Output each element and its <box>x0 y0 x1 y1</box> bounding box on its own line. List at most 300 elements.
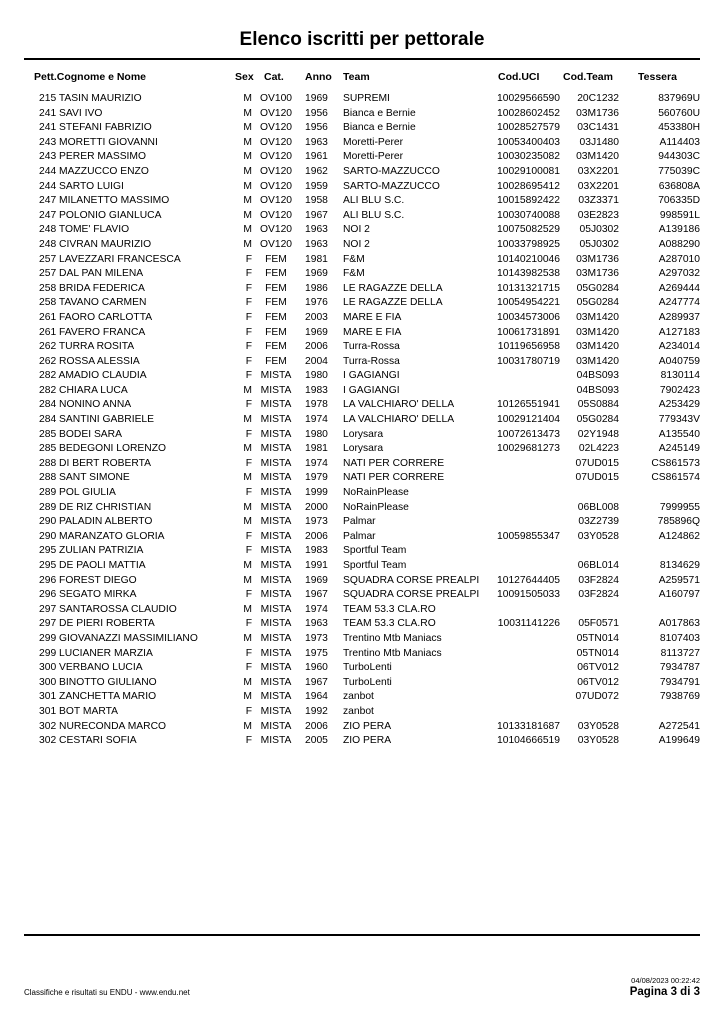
cell-team: Moretti-Perer <box>343 136 404 148</box>
cell-sex: F <box>245 268 252 280</box>
cell-cod-uci: 10091505033 <box>497 589 560 601</box>
cell-team: TEAM 53.3 CLA.RO <box>343 618 436 630</box>
cell-cod-uci: 10031780719 <box>497 355 560 367</box>
table-row <box>0 603 724 618</box>
cell-tessera: 779343V <box>658 414 700 426</box>
cell-sex: F <box>245 589 252 601</box>
cell-team: NoRainPlease <box>343 487 409 499</box>
cell-cod-uci: 10029566590 <box>497 93 560 104</box>
cell-team: MARE E FIA <box>343 326 402 338</box>
table-row <box>0 136 724 151</box>
table-row <box>0 574 724 589</box>
cell-team: SARTO-MAZZUCCO <box>343 180 440 192</box>
cell-cod-uci: 10072613473 <box>497 428 560 440</box>
cell-anno: 2006 <box>305 341 328 353</box>
cell-sex: F <box>245 647 252 659</box>
cell-tessera: 560760U <box>658 107 700 119</box>
top-divider <box>24 58 700 60</box>
cell-pett: 258 TAVANO CARMEN <box>39 297 147 309</box>
cell-tessera: A160797 <box>658 589 700 601</box>
cell-tessera: A127183 <box>658 326 700 338</box>
cell-cod-uci: 10015892422 <box>497 195 560 207</box>
cell-team: NOI 2 <box>343 224 370 236</box>
cell-team: F&M <box>343 253 365 265</box>
cell-anno: 1969 <box>305 268 328 280</box>
header-pett: Pett.Cognome e Nome <box>34 71 147 83</box>
cell-pett: 290 MARANZATO GLORIA <box>39 530 165 542</box>
cell-sex: M <box>243 180 252 192</box>
cell-cat: MISTA <box>260 530 292 542</box>
cell-anno: 1981 <box>305 443 328 455</box>
cell-cat: OV120 <box>259 151 293 163</box>
cell-cod-uci: 10031141226 <box>497 618 560 630</box>
cell-anno: 1960 <box>305 662 328 674</box>
cell-anno: 1973 <box>305 632 328 644</box>
table-row <box>0 457 724 472</box>
cell-cod-uci: 10126551941 <box>497 399 560 411</box>
cell-pett: 300 BINOTTO GIULIANO <box>39 676 157 688</box>
cell-cat: MISTA <box>260 574 292 586</box>
cell-tessera: 8107403 <box>659 632 700 644</box>
cell-anno: 1983 <box>305 545 328 557</box>
cell-cod-team: 05F0571 <box>578 618 619 630</box>
cell-anno: 1963 <box>305 238 328 250</box>
cell-cod-team: 05TN014 <box>576 632 619 644</box>
table-row <box>0 282 724 297</box>
page-title: Elenco iscritti per pettorale <box>239 29 485 50</box>
cell-tessera: 837969U <box>658 93 700 104</box>
cell-cat: MISTA <box>260 457 292 469</box>
cell-sex: M <box>243 238 252 250</box>
cell-team: I GAGIANGI <box>343 370 400 382</box>
cell-sex: M <box>243 224 252 236</box>
cell-cat: OV120 <box>259 107 293 119</box>
cell-tessera: 7934791 <box>659 676 700 688</box>
cell-sex: F <box>245 545 252 557</box>
cell-sex: M <box>243 93 252 104</box>
cell-cod-uci: 10029121404 <box>497 414 560 426</box>
cell-cod-uci: 10030740088 <box>497 209 560 221</box>
cell-pett: 289 POL GIULIA <box>39 487 116 499</box>
cell-tessera: A124862 <box>658 530 700 542</box>
cell-sex: M <box>243 209 252 221</box>
cell-cat: OV100 <box>259 93 293 104</box>
cell-team: TurboLenti <box>343 662 392 674</box>
cell-anno: 1956 <box>305 122 328 134</box>
table-row <box>0 632 724 647</box>
cell-pett: 262 TURRA ROSITA <box>39 341 135 353</box>
cell-tessera: CS861573 <box>651 457 700 469</box>
cell-sex: M <box>243 691 252 703</box>
cell-team: MARE E FIA <box>343 311 402 323</box>
cell-cod-team: 06BL014 <box>577 560 619 571</box>
cell-anno: 1976 <box>305 297 328 309</box>
cell-team: Palmar <box>343 516 376 528</box>
cell-sex: F <box>245 457 252 469</box>
table-row <box>0 238 724 253</box>
cell-anno: 1983 <box>305 384 328 396</box>
cell-cod-team: 03M1736 <box>576 268 619 280</box>
cell-team: Palmar <box>343 530 376 542</box>
cell-anno: 1975 <box>305 647 328 659</box>
header-team: Team <box>343 71 370 83</box>
cell-team: NoRainPlease <box>343 501 409 513</box>
cell-anno: 1969 <box>305 93 328 104</box>
cell-cod-uci: 10131321715 <box>497 282 560 294</box>
cell-anno: 1981 <box>305 253 328 265</box>
cell-team: TEAM 53.3 CLA.RO <box>343 603 436 615</box>
cell-anno: 1969 <box>305 574 328 586</box>
cell-anno: 1962 <box>305 165 328 177</box>
cell-team: SARTO-MAZZUCCO <box>343 165 440 177</box>
cell-cod-team: 03M1420 <box>576 355 619 367</box>
cell-team: zanbot <box>343 705 374 717</box>
cell-pett: 284 NONINO ANNA <box>39 399 132 411</box>
cell-anno: 1956 <box>305 107 328 119</box>
cell-cod-uci: 10028695412 <box>497 180 560 192</box>
entries-table <box>0 92 724 749</box>
cell-pett: 261 FAVERO FRANCA <box>39 326 146 338</box>
cell-team: Bianca e Bernie <box>343 122 416 134</box>
cell-team: Moretti-Perer <box>343 151 404 163</box>
cell-cod-team: 05J0302 <box>579 238 619 250</box>
header-cat: Cat. <box>264 71 284 83</box>
cell-tessera: 8113727 <box>660 647 700 659</box>
cell-anno: 1980 <box>305 428 328 440</box>
cell-tessera: A247774 <box>658 297 700 309</box>
cell-anno: 1961 <box>305 151 328 163</box>
cell-cod-uci: 10104666519 <box>497 735 560 747</box>
cell-tessera: 706335D <box>658 195 700 207</box>
cell-cod-team: 03Y0528 <box>577 720 619 732</box>
cell-sex: F <box>245 662 252 674</box>
cell-cat: OV120 <box>259 238 293 250</box>
table-row <box>0 384 724 399</box>
cell-cat: OV120 <box>259 122 293 134</box>
table-row <box>0 253 724 268</box>
cell-cod-uci: 10030235082 <box>497 151 560 163</box>
cell-pett: 295 ZULIAN PATRIZIA <box>39 545 144 557</box>
cell-cod-team: 04BS093 <box>576 384 619 396</box>
table-row <box>0 267 724 282</box>
cell-tessera: A245149 <box>658 443 700 455</box>
cell-cod-uci: 10053400403 <box>497 136 560 148</box>
cell-cod-team: 04BS093 <box>576 370 619 382</box>
cell-sex: M <box>243 151 252 163</box>
table-row <box>0 428 724 443</box>
cell-tessera: 636808A <box>658 180 700 192</box>
cell-anno: 2006 <box>305 530 328 542</box>
cell-sex: M <box>243 720 252 732</box>
cell-team: LE RAGAZZE DELLA <box>343 282 443 294</box>
cell-cat: OV120 <box>259 180 293 192</box>
cell-sex: F <box>245 297 252 309</box>
cell-tessera: A234014 <box>658 341 700 353</box>
cell-cat: MISTA <box>260 676 292 688</box>
cell-pett: 289 DE RIZ CHRISTIAN <box>39 501 152 513</box>
cell-tessera: 8134629 <box>659 560 700 571</box>
cell-cod-uci: 10119656958 <box>497 341 560 353</box>
cell-sex: F <box>245 618 252 630</box>
cell-tessera: A297032 <box>658 268 700 280</box>
cell-pett: 288 DI BERT ROBERTA <box>39 457 151 469</box>
cell-cod-uci: 10054954221 <box>497 297 560 309</box>
table-header <box>0 71 724 85</box>
cell-pett: 261 FAORO CARLOTTA <box>39 311 153 323</box>
cell-cat: FEM <box>265 282 287 294</box>
cell-pett: 301 ZANCHETTA MARIO <box>39 691 157 703</box>
cell-sex: M <box>243 516 252 528</box>
cell-sex: M <box>243 107 252 119</box>
header-anno: Anno <box>305 71 332 83</box>
cell-tessera: 944303C <box>658 151 700 163</box>
cell-sex: F <box>245 282 252 294</box>
cell-tessera: 7999955 <box>659 501 700 513</box>
cell-cod-team: 03Y0528 <box>577 735 619 747</box>
cell-cod-team: 03Z3371 <box>578 195 619 207</box>
cell-cod-team: 03Z2739 <box>578 516 619 528</box>
cell-tessera: A289937 <box>658 311 700 323</box>
cell-cod-team: 07UD072 <box>575 691 619 703</box>
cell-cat: MISTA <box>260 589 292 601</box>
cell-team: SQUADRA CORSE PREALPI <box>343 574 480 586</box>
cell-pett: 296 FOREST DIEGO <box>39 574 137 586</box>
cell-team: SUPREMI <box>343 93 390 104</box>
cell-team: TurboLenti <box>343 676 392 688</box>
cell-anno: 2003 <box>305 311 328 323</box>
table-row <box>0 413 724 428</box>
cell-team: ALI BLU S.C. <box>343 195 405 207</box>
cell-tessera: A088290 <box>658 238 700 250</box>
cell-cat: OV120 <box>259 195 293 207</box>
cell-anno: 1967 <box>305 676 328 688</box>
cell-cat: FEM <box>265 326 287 338</box>
table-row <box>0 661 724 676</box>
cell-pett: 282 AMADIO CLAUDIA <box>39 370 147 382</box>
cell-sex: M <box>243 560 252 571</box>
cell-anno: 2004 <box>305 355 328 367</box>
cell-team: Turra-Rossa <box>343 341 400 353</box>
cell-cat: MISTA <box>260 487 292 499</box>
cell-pett: 282 CHIARA LUCA <box>39 384 128 396</box>
cell-sex: F <box>245 311 252 323</box>
cell-anno: 1979 <box>305 472 328 484</box>
table-row <box>0 340 724 355</box>
cell-cod-uci: 10028527579 <box>497 122 560 134</box>
cell-team: zanbot <box>343 691 374 703</box>
cell-pett: 215 TASIN MAURIZIO <box>39 93 142 104</box>
cell-cod-team: 03M1736 <box>576 107 619 119</box>
table-row <box>0 559 724 574</box>
table-row <box>0 486 724 501</box>
cell-anno: 1967 <box>305 209 328 221</box>
cell-cat: MISTA <box>260 705 292 717</box>
cell-team: I GAGIANGI <box>343 384 400 396</box>
header-cod-uci: Cod.UCI <box>498 71 540 83</box>
cell-pett: 288 SANT SIMONE <box>39 472 130 484</box>
cell-pett: 297 SANTAROSSA CLAUDIO <box>39 603 177 615</box>
cell-anno: 2006 <box>305 720 328 732</box>
cell-sex: M <box>243 632 252 644</box>
cell-team: Bianca e Bernie <box>343 107 416 119</box>
cell-sex: F <box>245 341 252 353</box>
table-row <box>0 355 724 370</box>
cell-anno: 1978 <box>305 399 328 411</box>
cell-pett: 257 DAL PAN MILENA <box>39 268 144 280</box>
cell-anno: 1963 <box>305 224 328 236</box>
cell-cat: OV120 <box>259 136 293 148</box>
cell-pett: 243 PERER MASSIMO <box>39 151 147 163</box>
cell-sex: M <box>243 501 252 513</box>
cell-cat: FEM <box>265 355 287 367</box>
cell-cat: FEM <box>265 297 287 309</box>
cell-sex: M <box>243 165 252 177</box>
cell-cat: MISTA <box>260 399 292 411</box>
cell-tessera: A135540 <box>658 428 700 440</box>
cell-tessera: 8130114 <box>660 370 700 382</box>
cell-anno: 1963 <box>305 618 328 630</box>
cell-team: NOI 2 <box>343 238 370 250</box>
cell-pett: 302 NURECONDA MARCO <box>39 720 167 732</box>
cell-cat: MISTA <box>260 370 292 382</box>
cell-cod-uci: 10127644405 <box>497 574 560 586</box>
cell-tessera: A253429 <box>658 399 700 411</box>
cell-sex: F <box>245 399 252 411</box>
cell-cat: MISTA <box>260 414 292 426</box>
cell-tessera: 7938769 <box>659 691 700 703</box>
cell-tessera: A199649 <box>658 735 700 747</box>
cell-anno: 1980 <box>305 370 328 382</box>
cell-pett: 299 LUCIANER MARZIA <box>39 647 153 659</box>
cell-pett: 297 DE PIERI ROBERTA <box>39 618 155 630</box>
cell-cod-team: 03F2824 <box>578 589 619 601</box>
cell-cod-uci: 10034573006 <box>497 311 560 323</box>
bottom-divider <box>24 934 700 936</box>
cell-pett: 302 CESTARI SOFIA <box>39 735 137 747</box>
cell-anno: 1999 <box>305 487 328 499</box>
cell-sex: M <box>243 603 252 615</box>
table-row <box>0 180 724 195</box>
cell-anno: 1964 <box>305 691 328 703</box>
cell-anno: 2005 <box>305 735 328 747</box>
cell-team: SQUADRA CORSE PREALPI <box>343 589 480 601</box>
cell-sex: F <box>245 355 252 367</box>
cell-cod-team: 03X2201 <box>577 165 619 177</box>
cell-cat: MISTA <box>260 735 292 747</box>
table-row <box>0 588 724 603</box>
cell-tessera: A139186 <box>658 224 700 236</box>
cell-pett: 247 MILANETTO MASSIMO <box>39 195 170 207</box>
cell-pett: 241 STEFANI FABRIZIO <box>39 122 152 134</box>
cell-anno: 1991 <box>305 560 328 571</box>
cell-cat: MISTA <box>260 472 292 484</box>
cell-sex: M <box>243 472 252 484</box>
cell-tessera: A114403 <box>659 136 700 148</box>
cell-cod-team: 06BL008 <box>577 501 619 513</box>
cell-sex: M <box>243 195 252 207</box>
cell-pett: 290 PALADIN ALBERTO <box>39 516 153 528</box>
cell-team: F&M <box>343 268 365 280</box>
cell-cod-team: 20C1232 <box>577 93 619 104</box>
cell-team: LA VALCHIARO' DELLA <box>343 399 455 411</box>
cell-cod-team: 03F2824 <box>578 574 619 586</box>
cell-cat: MISTA <box>260 691 292 703</box>
table-row <box>0 150 724 165</box>
cell-sex: F <box>245 428 252 440</box>
header-cod-team: Cod.Team <box>563 71 613 83</box>
cell-cod-team: 03J1480 <box>579 136 619 148</box>
cell-pett: 244 SARTO LUIGI <box>39 180 124 192</box>
cell-tessera: 785896Q <box>657 516 700 528</box>
cell-team: ALI BLU S.C. <box>343 209 405 221</box>
cell-cod-team: 05G0284 <box>576 297 619 309</box>
cell-cod-uci: 10029681273 <box>497 443 560 455</box>
cell-team: ZIO PERA <box>343 720 392 732</box>
cell-team: LE RAGAZZE DELLA <box>343 297 443 309</box>
cell-cat: MISTA <box>260 560 292 571</box>
table-row <box>0 121 724 136</box>
cell-cod-team: 05J0302 <box>579 224 619 236</box>
table-row <box>0 705 724 720</box>
table-row <box>0 165 724 180</box>
cell-cat: MISTA <box>260 618 292 630</box>
cell-pett: 244 MAZZUCCO ENZO <box>39 165 149 177</box>
cell-tessera: A287010 <box>658 253 700 265</box>
cell-cod-team: 03E2823 <box>577 209 619 221</box>
cell-sex: M <box>243 414 252 426</box>
cell-cod-team: 05G0284 <box>576 414 619 426</box>
cell-sex: F <box>245 253 252 265</box>
table-row <box>0 501 724 516</box>
cell-cat: MISTA <box>260 632 292 644</box>
table-row <box>0 617 724 632</box>
cell-sex: M <box>243 443 252 455</box>
cell-tessera: A269444 <box>658 282 700 294</box>
table-row <box>0 530 724 545</box>
cell-cat: MISTA <box>260 720 292 732</box>
cell-anno: 1969 <box>305 326 328 338</box>
cell-tessera: 775039C <box>658 165 700 177</box>
header-sex: Sex <box>235 71 254 83</box>
cell-sex: F <box>245 705 252 717</box>
cell-pett: 285 BODEI SARA <box>39 428 122 440</box>
cell-pett: 300 VERBANO LUCIA <box>39 662 143 674</box>
cell-cod-team: 03Y0528 <box>577 530 619 542</box>
cell-anno: 1974 <box>305 414 328 426</box>
cell-pett: 285 BEDEGONI LORENZO <box>39 443 167 455</box>
cell-cod-team: 02L4223 <box>578 443 619 455</box>
cell-cod-uci: 10061731891 <box>497 326 560 338</box>
cell-cod-uci: 10033798925 <box>497 238 560 250</box>
cell-cat: MISTA <box>260 545 292 557</box>
table-row <box>0 734 724 749</box>
cell-pett: 258 BRIDA FEDERICA <box>39 282 145 294</box>
cell-tessera: 998591L <box>659 209 700 221</box>
cell-pett: 247 POLONIO GIANLUCA <box>39 209 162 221</box>
cell-cod-uci: 10143982538 <box>497 268 560 280</box>
cell-team: Lorysara <box>343 428 384 440</box>
table-row <box>0 311 724 326</box>
table-row <box>0 326 724 341</box>
cell-anno: 1973 <box>305 516 328 528</box>
cell-pett: 248 CIVRAN MAURIZIO <box>39 238 152 250</box>
cell-tessera: 453380H <box>658 122 700 134</box>
cell-sex: F <box>245 487 252 499</box>
cell-cod-team: 07UD015 <box>575 457 619 469</box>
table-row <box>0 107 724 122</box>
cell-team: ZIO PERA <box>343 735 392 747</box>
cell-anno: 1986 <box>305 282 328 294</box>
